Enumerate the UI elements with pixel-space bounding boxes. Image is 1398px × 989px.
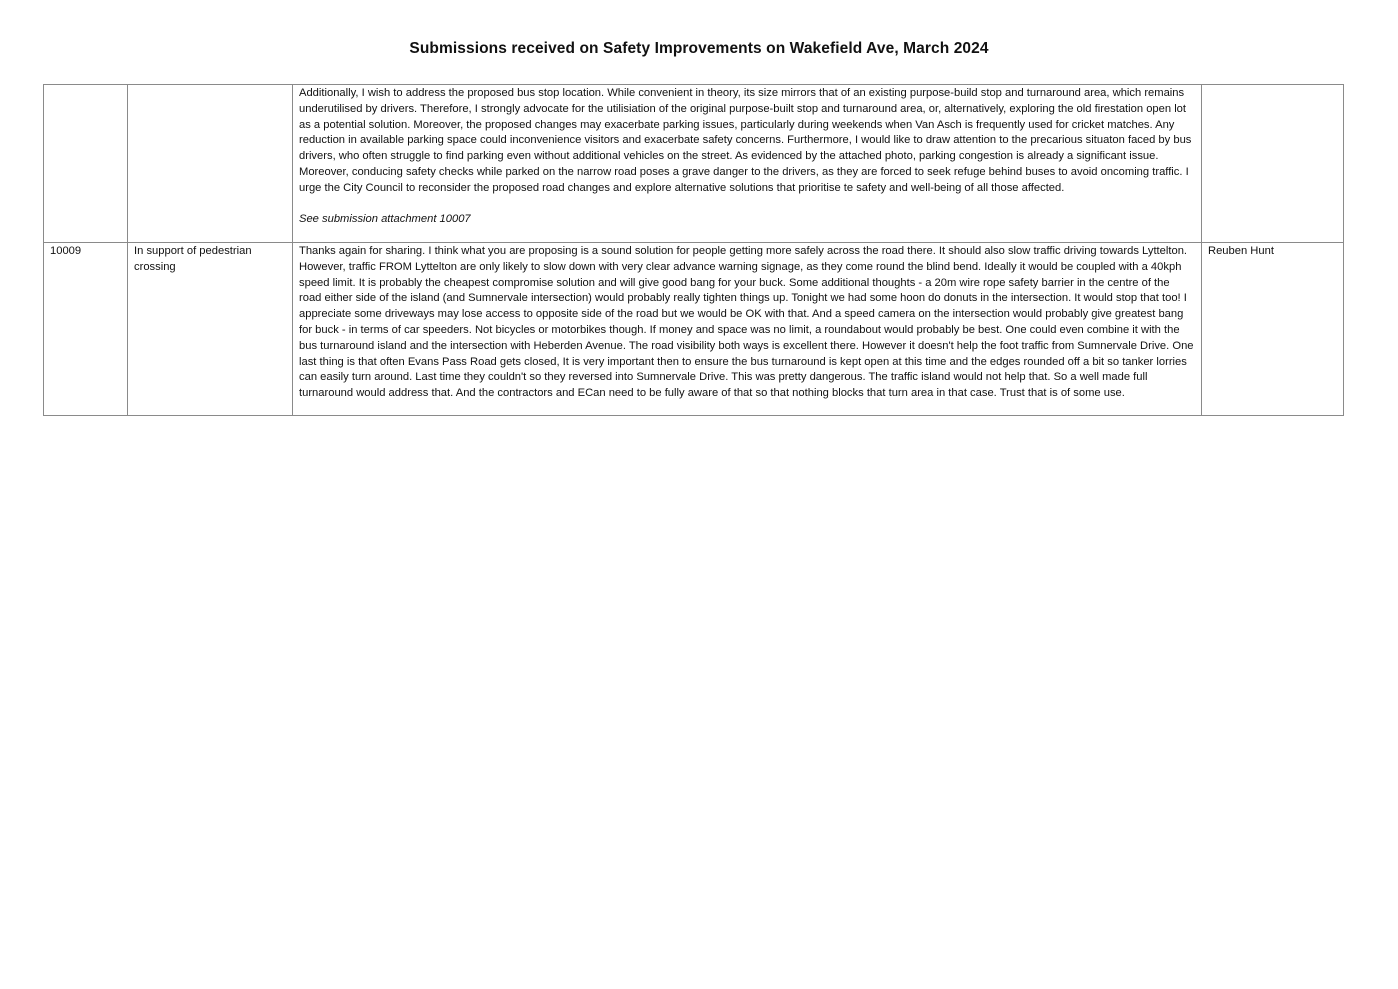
submission-id-cell: 10009	[44, 243, 128, 416]
table-row	[44, 243, 1344, 416]
submission-text: Additionally, I wish to address the proposed bus stop location. While convenient in theory, its size mirrors that of an existing purpose-build stop and turnaround area, which remains underutilised by drivers. Therefore, I strongly advocate for the utilisiation of the original purpose-built stop and turnaround area, or, alternatively, exploring the old firestation open lot as a potential solution. Moreover, the proposed changes may exacerbate parking issues, particularly during weekends when Van Asch is frequently used for cricket matches. Any reduction in available parking space could inconvenience visitors and exacerbate safety concerns. Furthermore, I would like to draw attention to the precarious situaton faced by bus drivers, who often struggle to find parking even without additional vehicles on the street. As evidenced by the attached photo, parking congestion is already a significant issue. Moreover, conducing safety checks while parked on the narrow road poses a grave danger to the drivers, as they are forced to seek refuge behind buses to avoid oncoming traffic. I urge the City Council to reconsider the proposed road changes and explore alternative solutions that prioritise te safety and well-being of all those affected.	[299, 87, 1192, 194]
submission-topic-cell	[128, 85, 293, 243]
paragraph-gap	[299, 197, 1195, 213]
submission-text: Thanks again for sharing. I think what you are proposing is a sound solution for people getting more safely across the road there. It should also slow traffic driving towards Lyttelton. However, traffic FROM Lyttelton are only likely to slow down with very clear advance warning signage, as they come round the blind bend. Ideally it would be coupled with a 40kph speed limit. It is probably the cheapest compromise solution and will give good bang for your buck. Some additional thoughts - a 20m wire rope safety barrier in the centre of the road either side of the island (and Sumnervale intersection) would probably really tighten things up. Tonight we had some hoon do donuts in the intersection. It would stop that too! I appreciate some driveways may lose access to opposite side of the road but we would be OK with that. And a speed camera on the intersection would probably give greatest bang for buck - in terms of car speeders. Not bicycles or motorbikes though. If money and space was no limit, a roundabout would probably be best. One could even combine it with the bus turnaround island and the intersection with Heberden Avenue. The road visibility both ways is excellent there. However it doesn't help the foot traffic from Sumnervale Drive. One last thing is that often Evans Pass Road gets closed, It is very important then to ensure the bus turnaround is kept open at this time and the edges rounded off a bit so tanker lorries can easily turn around. Last time they couldn't so they reversed into Sumnervale Drive. This was pretty dangerous. The traffic island would not help that. So a well made full turnaround would address that. And the contractors and ECan need to be fully aware of that so that nothing blocks that turn area in that case. Trust that is of some use.	[299, 245, 1194, 400]
submission-text-cell	[293, 243, 1202, 416]
submission-id-cell	[44, 85, 128, 243]
submission-text-cell	[293, 85, 1202, 243]
submitter-name-cell	[1202, 85, 1344, 243]
submission-topic-cell: In support of pedestrian crossing	[128, 243, 293, 416]
submissions-table	[43, 84, 1344, 416]
attachment-reference: See submission attachment 10007	[299, 213, 471, 226]
submitter-name-cell: Reuben Hunt	[1202, 243, 1344, 416]
table-row	[44, 85, 1344, 243]
page-title: Submissions received on Safety Improvements on Wakefield Ave, March 2024	[409, 40, 989, 57]
